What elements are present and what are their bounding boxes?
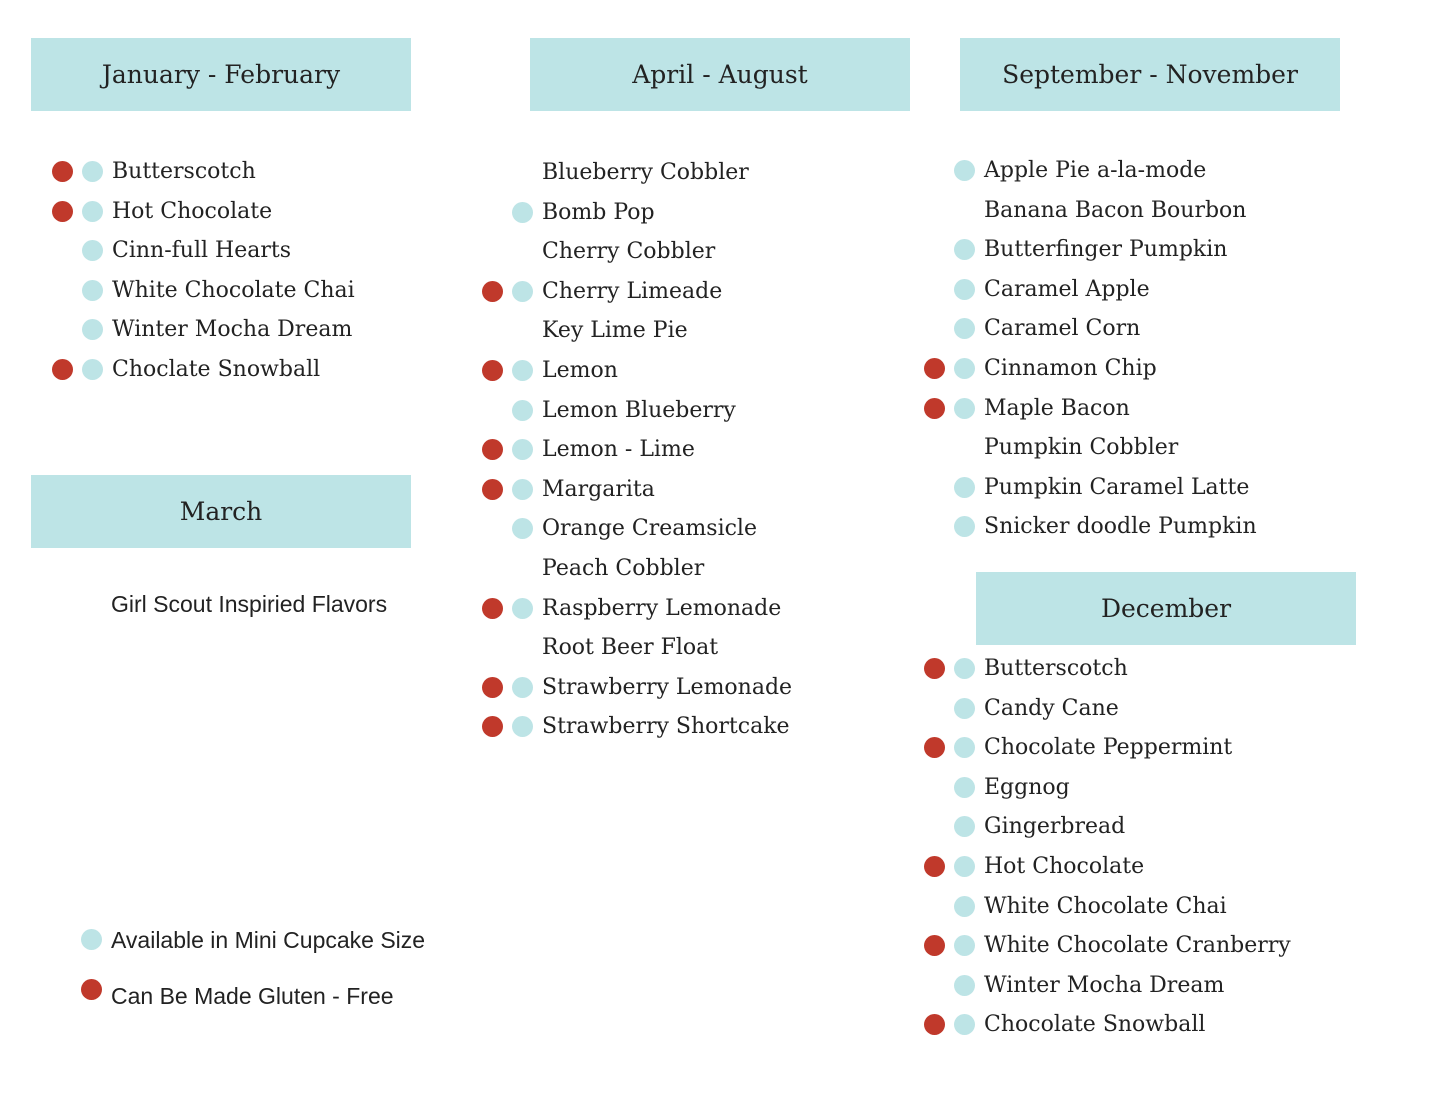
mini-cupcake-dot-icon: [954, 737, 975, 758]
mini-cupcake-dot-icon: [82, 240, 103, 261]
flavor-name: Strawberry Shortcake: [542, 714, 790, 740]
flavor-name: Winter Mocha Dream: [112, 317, 353, 343]
march-note: Girl Scout Inspiried Flavors: [111, 591, 388, 617]
mini-cupcake-dot-icon: [512, 479, 533, 500]
flavor-name: Orange Creamsicle: [542, 516, 757, 542]
flavor-name: Raspberry Lemonade: [542, 595, 782, 621]
flavor-name: Butterscotch: [112, 159, 256, 184]
gluten-free-dot-icon: [924, 737, 945, 758]
gluten-free-dot-icon: [482, 677, 503, 698]
flavor-name: Butterfinger Pumpkin: [984, 237, 1228, 263]
flavor-name: Lemon Blueberry: [542, 397, 736, 423]
mini-cupcake-dot-icon: [954, 239, 975, 260]
gluten-free-dot-icon: [482, 439, 503, 460]
legend-gluten-free-label: Can Be Made Gluten - Free: [111, 983, 394, 1009]
mini-cupcake-dot-icon: [954, 318, 975, 339]
flavor-name: Winter Mocha Dream: [984, 972, 1225, 998]
mini-cupcake-dot-icon: [954, 358, 975, 379]
mini-cupcake-dot-icon: [512, 518, 533, 539]
flavor-name: Chocolate Snowball: [984, 1012, 1206, 1038]
march-header: [31, 475, 411, 548]
gluten-free-dot-icon: [924, 935, 945, 956]
mini-cupcake-dot-icon: [82, 319, 103, 340]
mini-cupcake-dot-icon: [512, 598, 533, 619]
flavor-name: Caramel Corn: [984, 316, 1141, 342]
legend-mini-label: Available in Mini Cupcake Size: [111, 927, 426, 953]
flavor-name: Lemon - Lime: [542, 437, 695, 463]
mini-cupcake-dot-icon: [954, 777, 975, 798]
sep-nov-flavor-list: [924, 156, 1324, 556]
flavor-name: Caramel Apple: [984, 276, 1150, 302]
december-title: December: [1100, 594, 1232, 623]
gluten-free-dot-icon: [924, 398, 945, 419]
mini-cupcake-dot-icon: [82, 359, 103, 380]
mini-cupcake-dot-icon: [954, 160, 975, 181]
mini-cupcake-dot-icon: [954, 698, 975, 719]
gluten-free-dot-icon: [52, 161, 73, 182]
flavor-name: Strawberry Lemonade: [542, 674, 793, 700]
jan-feb-header: [31, 38, 411, 111]
mini-cupcake-dot-icon: [82, 201, 103, 222]
december-flavor-list: [924, 654, 1344, 1054]
flavor-name: Bomb Pop: [542, 199, 655, 225]
gluten-free-dot-icon: [52, 201, 73, 222]
mini-cupcake-dot-icon: [954, 1014, 975, 1035]
flavor-name: Snicker doodle Pumpkin: [984, 514, 1257, 540]
mini-cupcake-dot-icon: [954, 516, 975, 537]
mini-cupcake-dot-icon: [954, 398, 975, 419]
apr-aug-flavor-list: [482, 158, 882, 758]
mini-cupcake-dot-icon: [512, 360, 533, 381]
gluten-free-dot-icon: [924, 658, 945, 679]
gluten-free-dot-icon: [924, 856, 945, 877]
mini-cupcake-dot-icon: [954, 856, 975, 877]
mini-cupcake-dot-icon: [512, 400, 533, 421]
apr-aug-header: [530, 38, 910, 111]
flavor-name: Choclate Snowball: [112, 357, 321, 382]
gluten-free-dot-icon: [52, 359, 73, 380]
flavor-name: Margarita: [542, 476, 655, 502]
gluten-free-dot-icon: [81, 979, 102, 1000]
flavor-name: Chocolate Peppermint: [984, 735, 1233, 761]
mini-cupcake-dot-icon: [512, 439, 533, 460]
december-header: [976, 572, 1356, 645]
flavor-name: Cinn-full Hearts: [112, 238, 291, 264]
mini-cupcake-dot-icon: [954, 816, 975, 837]
flavor-name: Peach Cobbler: [542, 556, 705, 581]
flavor-name: Blueberry Cobbler: [542, 160, 749, 185]
march-title: March: [179, 497, 263, 526]
flavor-name: White Chocolate Chai: [112, 277, 355, 303]
flavor-name: Lemon: [542, 358, 618, 383]
mini-cupcake-dot-icon: [954, 477, 975, 498]
flavor-name: Root Beer Float: [542, 635, 719, 661]
flavor-name: Cherry Limeade: [542, 278, 723, 304]
jan-feb-flavor-list: [52, 157, 422, 397]
flavor-name: Maple Bacon: [984, 395, 1130, 421]
gluten-free-dot-icon: [482, 598, 503, 619]
apr-aug-title: April - August: [632, 60, 808, 89]
mini-cupcake-dot-icon: [512, 677, 533, 698]
mini-cupcake-dot-icon: [81, 929, 102, 950]
mini-cupcake-dot-icon: [82, 280, 103, 301]
mini-cupcake-dot-icon: [954, 658, 975, 679]
mini-cupcake-dot-icon: [512, 281, 533, 302]
mini-cupcake-dot-icon: [512, 716, 533, 737]
flavor-name: Hot Chocolate: [984, 854, 1145, 879]
mini-cupcake-dot-icon: [954, 935, 975, 956]
flavor-name: White Chocolate Chai: [984, 893, 1227, 919]
gluten-free-dot-icon: [482, 479, 503, 500]
flavor-name: Banana Bacon Bourbon: [984, 197, 1247, 223]
sep-nov-title: September - November: [1002, 60, 1298, 89]
mini-cupcake-dot-icon: [954, 896, 975, 917]
mini-cupcake-dot-icon: [512, 202, 533, 223]
flavor-name: Candy Cane: [984, 695, 1119, 721]
flavor-name: Eggnog: [984, 774, 1070, 800]
flavor-name: Butterscotch: [984, 656, 1128, 681]
flavor-name: Key Lime Pie: [542, 318, 688, 344]
flavor-name: Pumpkin Caramel Latte: [984, 474, 1250, 500]
flavor-name: Gingerbread: [984, 814, 1126, 840]
gluten-free-dot-icon: [482, 716, 503, 737]
mini-cupcake-dot-icon: [954, 279, 975, 300]
flavor-name: White Chocolate Cranberry: [984, 933, 1291, 959]
flavor-name: Pumpkin Cobbler: [984, 435, 1179, 461]
mini-cupcake-dot-icon: [82, 161, 103, 182]
gluten-free-dot-icon: [482, 360, 503, 381]
flavor-name: Cinnamon Chip: [984, 356, 1157, 381]
flavor-name: Hot Chocolate: [112, 198, 273, 224]
gluten-free-dot-icon: [924, 358, 945, 379]
gluten-free-dot-icon: [482, 281, 503, 302]
flavor-name: Apple Pie a-la-mode: [984, 158, 1207, 183]
mini-cupcake-dot-icon: [954, 975, 975, 996]
flavor-name: Cherry Cobbler: [542, 239, 716, 265]
gluten-free-dot-icon: [924, 1014, 945, 1035]
sep-nov-header: [960, 38, 1340, 111]
jan-feb-title: January - February: [101, 60, 341, 89]
